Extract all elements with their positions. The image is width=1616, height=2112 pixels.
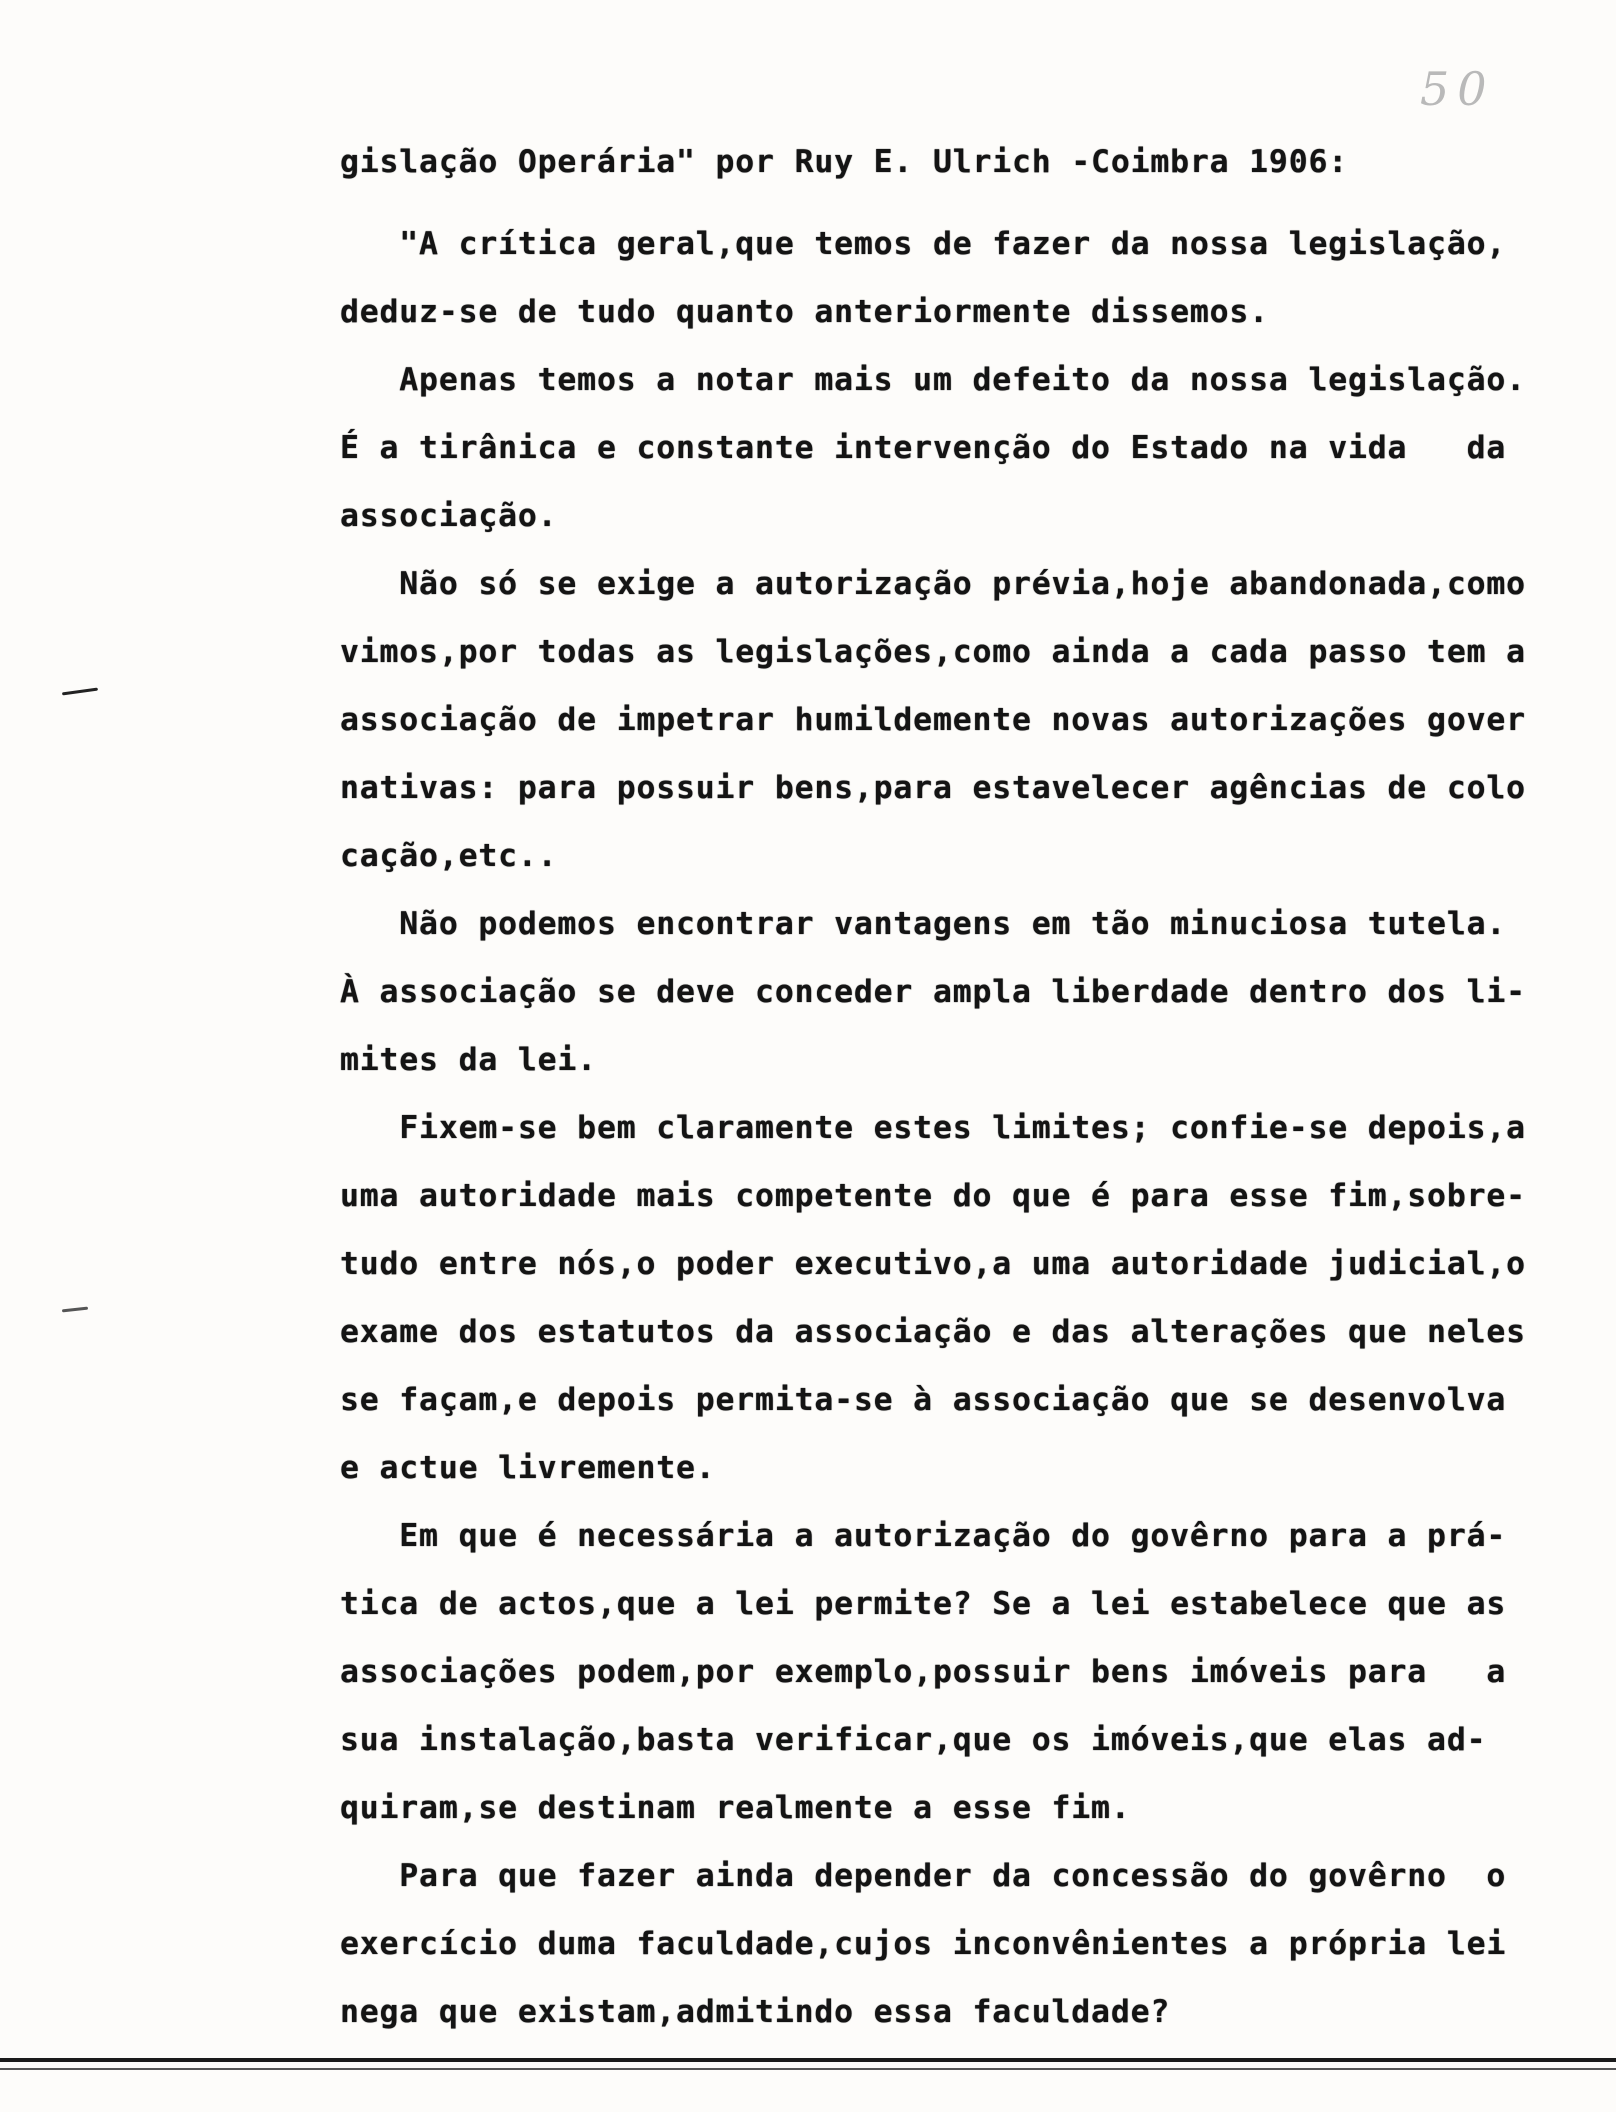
- bottom-border-line: [0, 2068, 1616, 2070]
- text-line: uma autoridade mais competente do que é para esse fim,sobre-: [340, 1178, 1526, 1214]
- text-line: "A crítica geral,que temos de fazer da nossa legislação,: [340, 226, 1507, 262]
- text-line: exame dos estatutos da associação e das alterações que neles: [340, 1314, 1526, 1350]
- text-line: associação de impetrar humildemente novas autorizações gover: [340, 702, 1526, 738]
- text-line: quiram,se destinam realmente a esse fim.: [340, 1790, 1131, 1826]
- text-line: tica de actos,que a lei permite? Se a lei estabelece que as: [340, 1586, 1507, 1622]
- text-line: cação,etc..: [340, 838, 558, 874]
- text-line: tudo entre nós,o poder executivo,a uma autoridade judicial,o: [340, 1246, 1526, 1282]
- text-line: vimos,por todas as legislações,como ainda a cada passo tem a: [340, 634, 1526, 670]
- text-line: Em que é necessária a autorização do govêrno para a prá-: [340, 1518, 1507, 1554]
- page-number: 50: [1420, 62, 1495, 116]
- text-line: se façam,e depois permita-se à associação que se desenvolva: [340, 1382, 1507, 1418]
- text-line: mites da lei.: [340, 1042, 597, 1078]
- margin-mark: [62, 688, 98, 696]
- text-line: sua instalação,basta verificar,que os imóveis,que elas ad-: [340, 1722, 1487, 1758]
- text-line: Não podemos encontrar vantagens em tão minuciosa tutela.: [340, 906, 1507, 942]
- text-line: Fixem-se bem claramente estes limites; confie-se depois,a: [340, 1110, 1526, 1146]
- text-line: associação.: [340, 498, 558, 534]
- text-line: exercício duma faculdade,cujos inconvênientes a própria lei: [340, 1926, 1507, 1962]
- text-line: gislação Operária" por Ruy E. Ulrich -Coimbra 1906:: [340, 144, 1348, 180]
- text-line: nativas: para possuir bens,para estavelecer agências de colo: [340, 770, 1526, 806]
- bottom-border-line: [0, 2058, 1616, 2062]
- text-line: É a tirânica e constante intervenção do Estado na vida da: [340, 430, 1507, 466]
- text-line: Para que fazer ainda depender da concessão do govêrno o: [340, 1858, 1507, 1894]
- text-line: Apenas temos a notar mais um defeito da nossa legislação.: [340, 362, 1526, 398]
- text-line: Não só se exige a autorização prévia,hoje abandonada,como: [340, 566, 1526, 602]
- text-line: associações podem,por exemplo,possuir bens imóveis para a: [340, 1654, 1507, 1690]
- text-line: deduz-se de tudo quanto anteriormente dissemos.: [340, 294, 1269, 330]
- text-line: e actue livremente.: [340, 1450, 716, 1486]
- margin-mark: [62, 1307, 88, 1313]
- typewritten-text: [340, 128, 1560, 2046]
- text-line: À associação se deve conceder ampla liberdade dentro dos li-: [340, 974, 1526, 1010]
- text-line: nega que existam,admitindo essa faculdade?: [340, 1994, 1171, 2030]
